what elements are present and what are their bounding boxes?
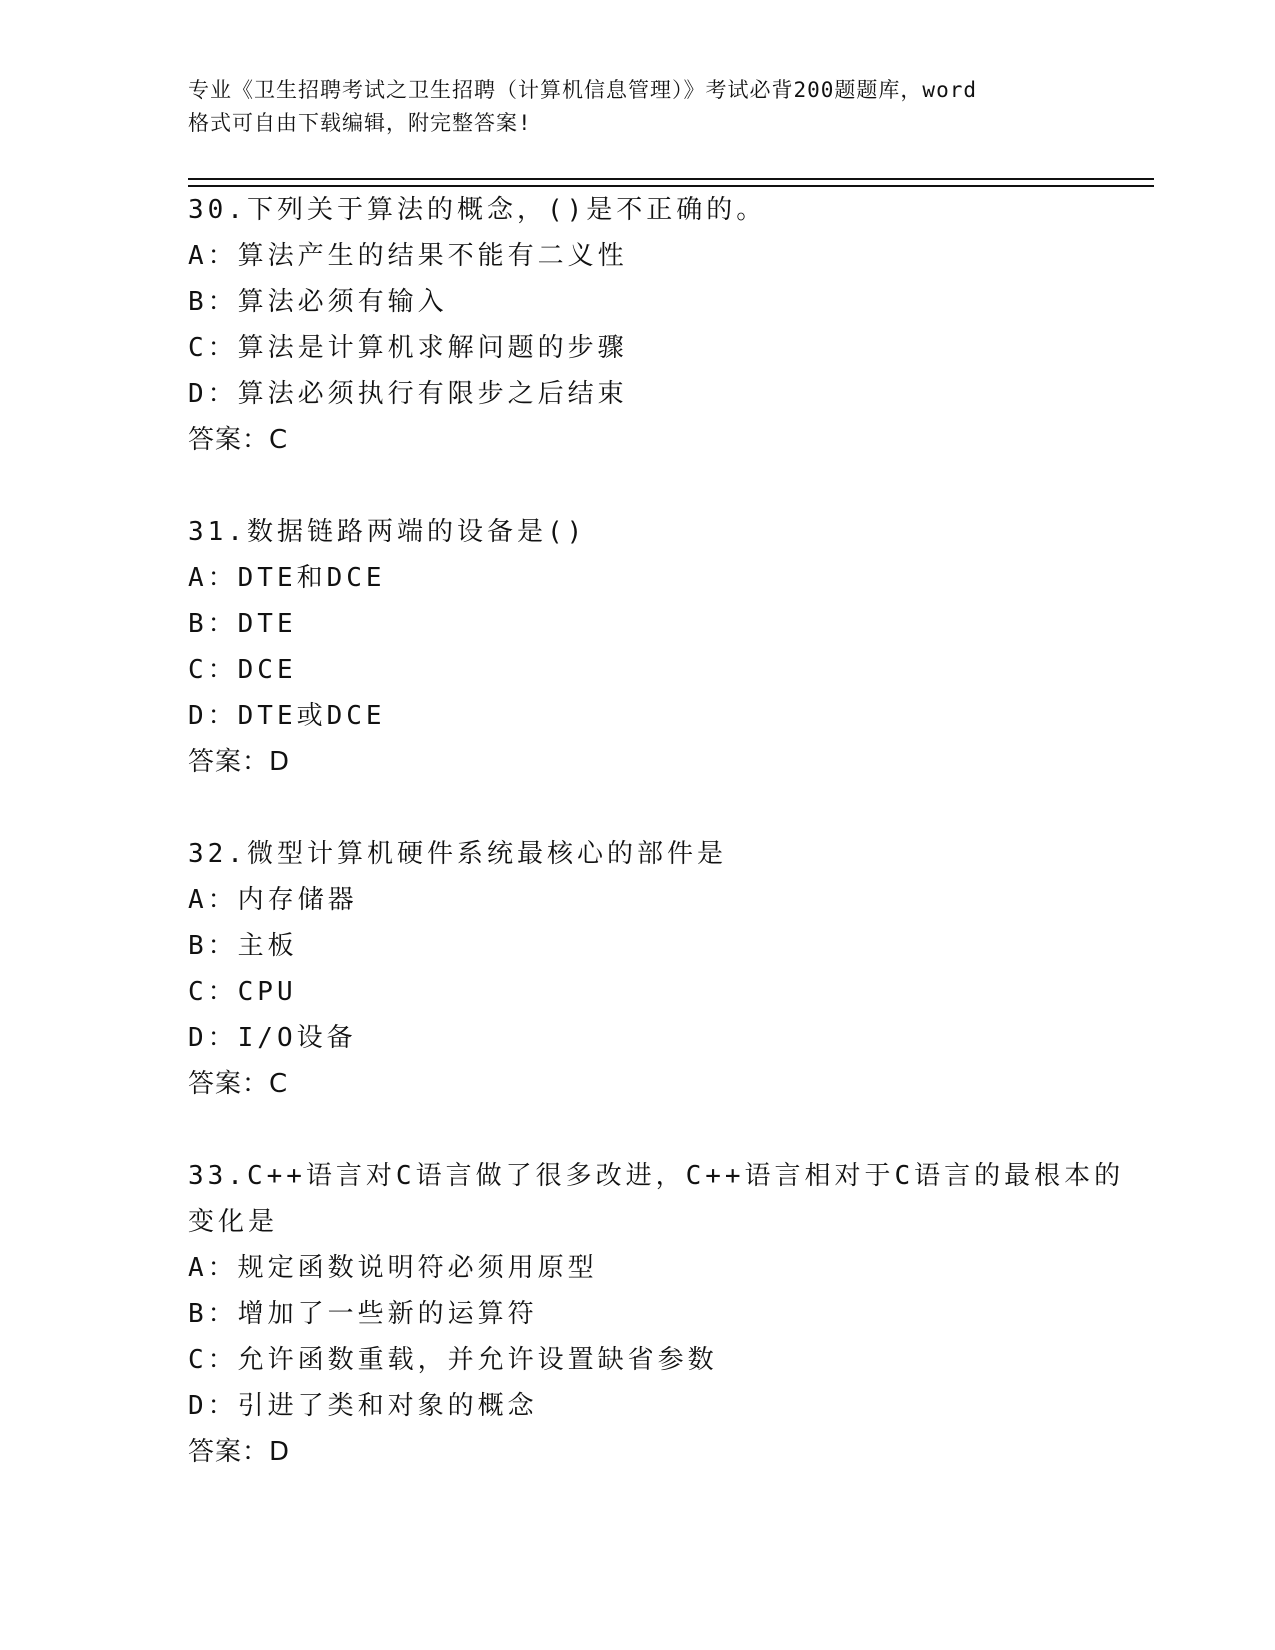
question-32 [188,831,1088,1107]
header-double-rule [188,178,1154,187]
question-30 [188,187,1088,463]
option-b: B：算法必须有输入 [188,287,448,317]
option-d: D：I/O设备 [188,1023,357,1053]
option-c: C：DCE [188,655,297,685]
option-d: D：引进了类和对象的概念 [188,1391,538,1421]
header-line-2: 格式可自由下载编辑，附完整答案! [188,111,532,135]
option-a: A：内存储器 [188,885,358,915]
question-text: 31.数据链路两端的设备是() [188,517,587,547]
option-d: D：算法必须执行有限步之后结束 [188,379,628,409]
option-c: C：CPU [188,977,297,1007]
question-text: 30.下列关于算法的概念，()是不正确的。 [188,195,767,225]
question-list [188,187,1125,1521]
option-d: D：DTE或DCE [188,701,386,731]
answer-label: 答案：C [188,1069,289,1099]
answer-label: 答案：D [188,747,291,777]
header-line-1: 专业《卫生招聘考试之卫生招聘（计算机信息管理）》考试必背200题题库，word [188,78,977,102]
option-a: A：DTE和DCE [188,563,386,593]
question-31 [188,509,1088,785]
question-text-line-1: 33.C++语言对C语言做了很多改进，C++语言相对于C语言的最根本的 [188,1161,1125,1191]
question-text-line-2: 变化是 [188,1207,279,1237]
option-b: B：主板 [188,931,298,961]
option-b: B：DTE [188,609,297,639]
document-header [188,74,1088,140]
option-c: C：允许函数重载，并允许设置缺省参数 [188,1345,718,1375]
option-b: B：增加了一些新的运算符 [188,1299,538,1329]
answer-label: 答案：D [188,1437,291,1467]
answer-label: 答案：C [188,425,289,455]
option-a: A：算法产生的结果不能有二义性 [188,241,628,271]
option-c: C：算法是计算机求解问题的步骤 [188,333,628,363]
question-33 [188,1153,1125,1475]
question-text: 32.微型计算机硬件系统最核心的部件是 [188,839,727,869]
option-a: A：规定函数说明符必须用原型 [188,1253,598,1283]
